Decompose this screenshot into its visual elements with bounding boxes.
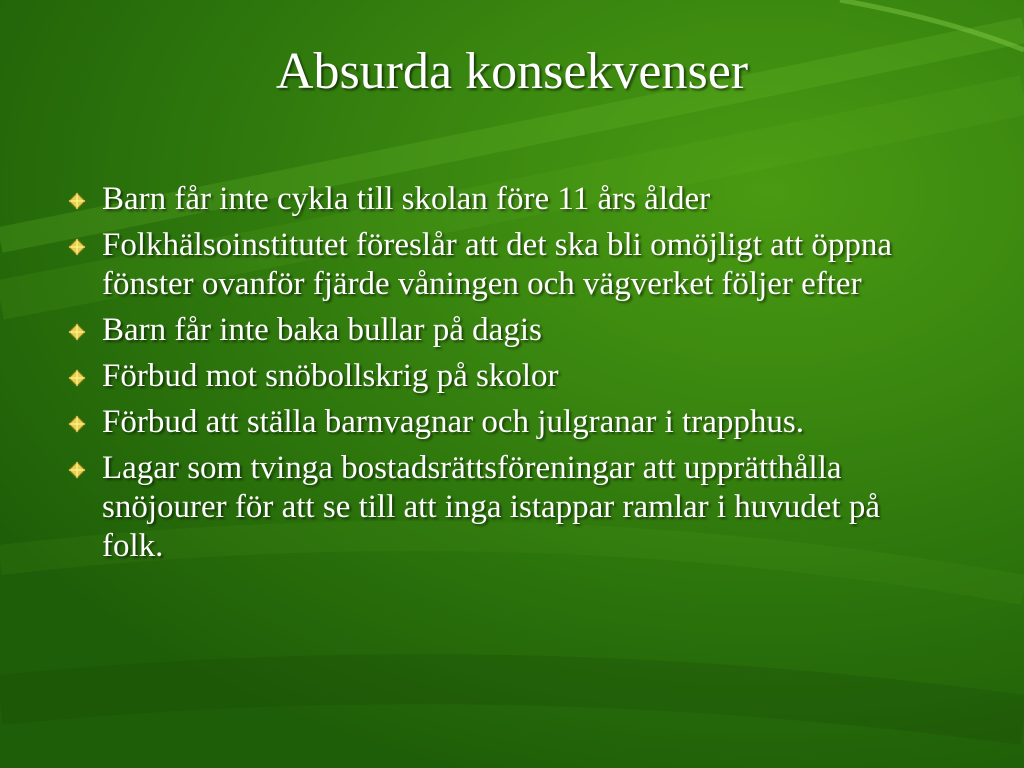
diamond-bullet-icon [68,323,86,341]
bullet-list [68,180,918,573]
diamond-bullet-icon [68,415,86,433]
bullet-text: Förbud mot snöbollskrig på skolor [102,358,559,394]
bullet-item [68,180,918,219]
slide-title: Absurda konsekvenser [275,43,749,100]
bullet-text: Lagar som tvinga bostadsrättsföreningar att upprätthålla snöjourer för att se till att inga istappar ramlar i huvudet på folk. [102,450,881,564]
bullet-text: Barn får inte cykla till skolan före 11 års ålder [102,181,711,217]
diamond-bullet-icon [68,192,86,210]
bullet-item [68,311,918,350]
bullet-text: Folkhälsoinstitutet föreslår att det ska bli omöjligt att öppna fönster ovanför fjärde våningen och vägverket följer efter [102,227,893,302]
diamond-bullet-icon [68,369,86,387]
bullet-text: Barn får inte baka bullar på dagis [102,312,542,348]
bullet-item [68,357,918,396]
bullet-item [68,449,918,566]
diamond-bullet-icon [68,461,86,479]
bullet-item [68,403,918,442]
bullet-item [68,226,918,304]
diamond-bullet-icon [68,238,86,256]
bullet-text: Förbud att ställa barnvagnar och julgranar i trapphus. [102,404,804,440]
